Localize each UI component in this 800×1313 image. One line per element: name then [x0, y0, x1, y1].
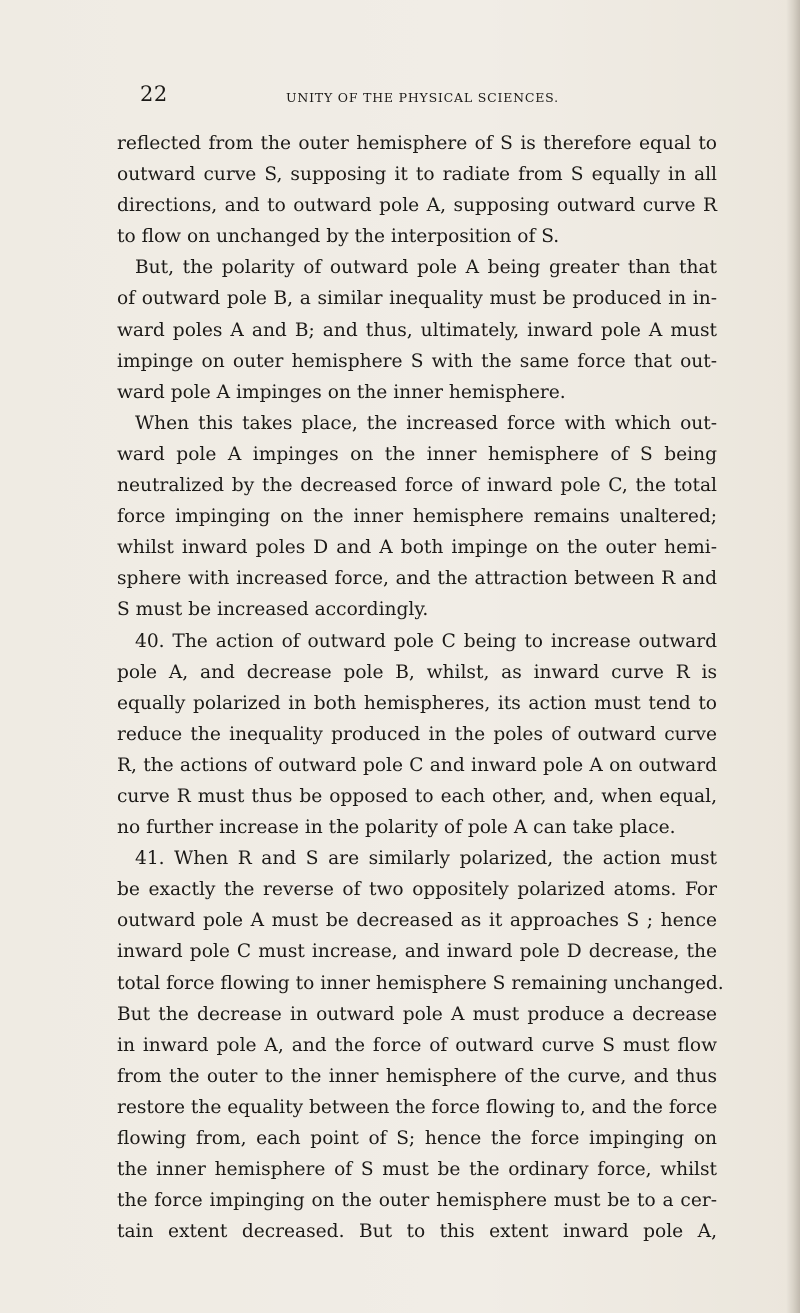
text-line: ward pole A impinges on the inner hemisphere.	[117, 381, 566, 403]
running-head: UNITY OF THE PHYSICAL SCIENCES.	[286, 90, 559, 105]
page-header	[140, 82, 650, 112]
text-line: ward pole A impinges on the inner hemisphere of S being	[117, 443, 717, 465]
text-line: 40. The action of outward pole C being to increase outward	[135, 630, 717, 652]
text-line: sphere with increased force, and the attraction between R and	[117, 568, 717, 590]
text-line: of outward pole B, a similar inequality must be produced in in-	[117, 288, 717, 310]
text-line: from the outer to the inner hemisphere of the curve, and thus	[117, 1065, 717, 1087]
text-line: S must be increased accordingly.	[117, 599, 429, 621]
text-line: ward poles A and B; and thus, ultimately, inward pole A must	[117, 319, 717, 341]
text-line: to flow on unchanged by the interposition of S.	[117, 226, 560, 248]
text-line: But the decrease in outward pole A must produce a decrease	[117, 1003, 717, 1025]
text-line: in inward pole A, and the force of outward curve S must flow	[117, 1034, 717, 1056]
text-line: impinge on outer hemisphere S with the same force that out-	[117, 350, 717, 372]
text-line: force impinging on the inner hemisphere remains unaltered;	[117, 506, 717, 528]
text-line: But, the polarity of outward pole A being greater than that	[135, 257, 717, 279]
text-line: directions, and to outward pole A, supposing outward curve R	[117, 195, 717, 217]
text-line: inward pole C must increase, and inward pole D decrease, the	[117, 941, 717, 963]
text-line: no further increase in the polarity of pole A can take place.	[117, 817, 676, 839]
text-line: neutralized by the decreased force of inward pole C, the total	[117, 475, 717, 497]
text-line: outward curve S, supposing it to radiate from S equally in all	[117, 164, 717, 186]
text-line: reflected from the outer hemisphere of S is therefore equal to	[117, 133, 717, 154]
text-line: be exactly the reverse of two oppositely polarized atoms. For	[117, 879, 717, 901]
text-line: R, the actions of outward pole C and inward pole A on outward	[117, 754, 717, 776]
body-text	[117, 128, 724, 1247]
page-edge-shadow	[786, 0, 800, 1313]
text-line: the inner hemisphere of S must be the ordinary force, whilst	[117, 1159, 717, 1181]
text-line: flowing from, each point of S; hence the force impinging on	[117, 1128, 717, 1149]
text-line: When this takes place, the increased force with which out-	[135, 412, 717, 434]
text-line: outward pole A must be decreased as it approaches S ; hence	[117, 910, 717, 932]
text-line: 41. When R and S are similarly polarized, the action must	[135, 848, 717, 870]
page-number: 22	[140, 82, 168, 106]
text-line: pole A, and decrease pole B, whilst, as inward curve R is	[117, 661, 717, 683]
text-line: restore the equality between the force flowing to, and the force	[117, 1096, 718, 1118]
text-line: tain extent decreased. But to this extent inward pole A,	[117, 1221, 717, 1243]
text-line: reduce the inequality produced in the poles of outward curve	[117, 723, 717, 745]
text-line: the force impinging on the outer hemisphere must be to a cer-	[117, 1190, 717, 1212]
text-line: equally polarized in both hemispheres, its action must tend to	[117, 692, 717, 714]
text-line: whilst inward poles D and A both impinge on the outer hemi-	[117, 537, 717, 559]
text-line: total force flowing to inner hemisphere S remaining unchanged.	[117, 972, 724, 994]
text-line: curve R must thus be opposed to each other, and, when equal,	[117, 785, 717, 807]
